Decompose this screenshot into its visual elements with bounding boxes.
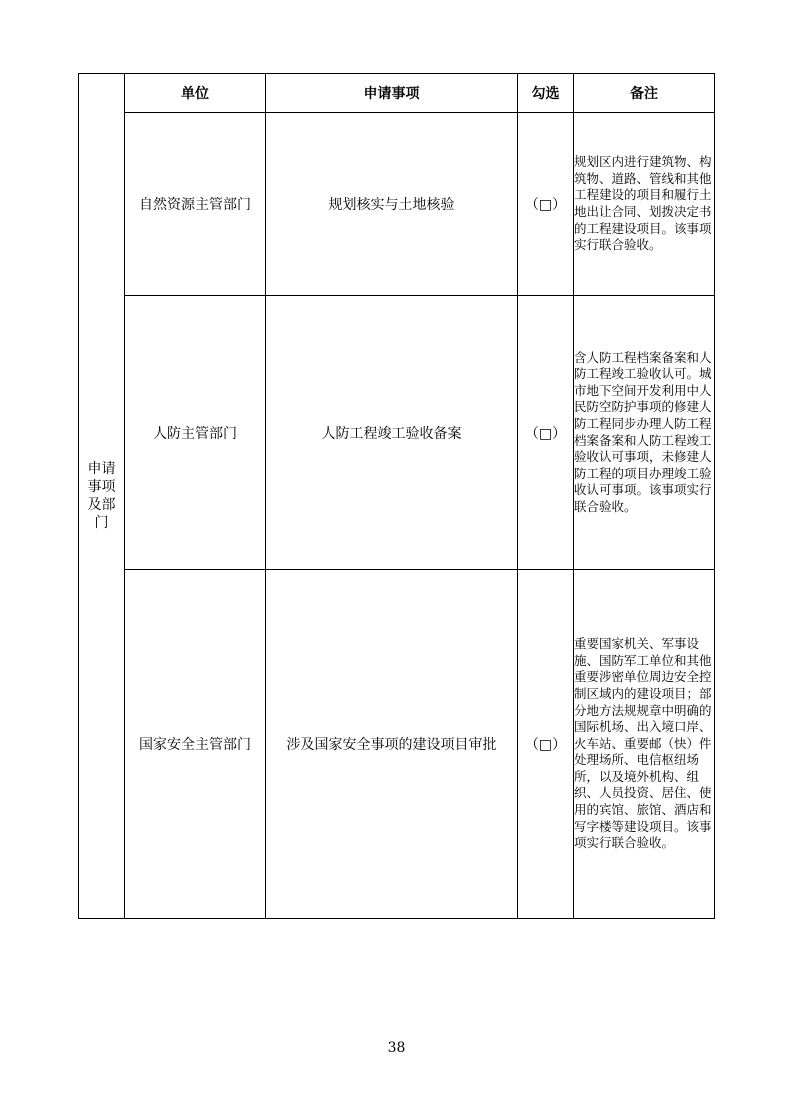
note-cell: 重要国家机关、军事设施、国防军工单位和其他重要涉密单位周边安全控制区域内的建设项目；部分地方法规规章中明确的国际机场、出入境口岸、火车站、重要邮（快）件处理场所、电信枢纽场所，以及境外机构、组织、人员投资、居住、使用的宾馆、旅馆、酒店和写字楼等建设项目。该事项实行联合验收。	[574, 570, 715, 919]
unit-cell: 人防主管部门	[125, 296, 266, 570]
header-unit: 单位	[125, 74, 266, 113]
table-row	[79, 296, 715, 570]
header-item: 申请事项	[266, 74, 518, 113]
section-label-line: 门	[94, 515, 109, 531]
note-cell: 含人防工程档案备案和人防工程竣工验收认可。城市地下空间开发利用中人民防空防护事项的修建人防工程同步办理人防工程档案备案和人防工程竣工验收认可事项，未修建人防工程的项目办理竣工验收认可事项。该事项实行联合验收。	[574, 296, 715, 570]
note-cell: 规划区内进行建筑物、构筑物、道路、管线和其他工程建设的项目和履行土地出让合同、划拨决定书的工程建设项目。该事项实行联合验收。	[574, 113, 715, 296]
item-cell: 涉及国家安全事项的建设项目审批	[266, 570, 518, 919]
checkbox[interactable]: （□）	[518, 296, 574, 570]
table-header-row	[79, 74, 715, 113]
checkbox[interactable]: （□）	[518, 113, 574, 296]
table-row	[79, 113, 715, 296]
application-items-table	[78, 73, 715, 919]
page-number: 38	[387, 1040, 406, 1056]
unit-cell: 国家安全主管部门	[125, 570, 266, 919]
section-label-line: 申请	[87, 461, 116, 477]
section-label-line: 及部	[87, 497, 116, 513]
item-cell: 规划核实与土地核验	[266, 113, 518, 296]
item-cell: 人防工程竣工验收备案	[266, 296, 518, 570]
checkbox[interactable]: （□）	[518, 570, 574, 919]
header-note: 备注	[574, 74, 715, 113]
unit-cell: 自然资源主管部门	[125, 113, 266, 296]
header-check: 勾选	[518, 74, 574, 113]
section-label-line: 事项	[87, 479, 116, 495]
section-label	[79, 74, 125, 919]
table-row	[79, 570, 715, 919]
